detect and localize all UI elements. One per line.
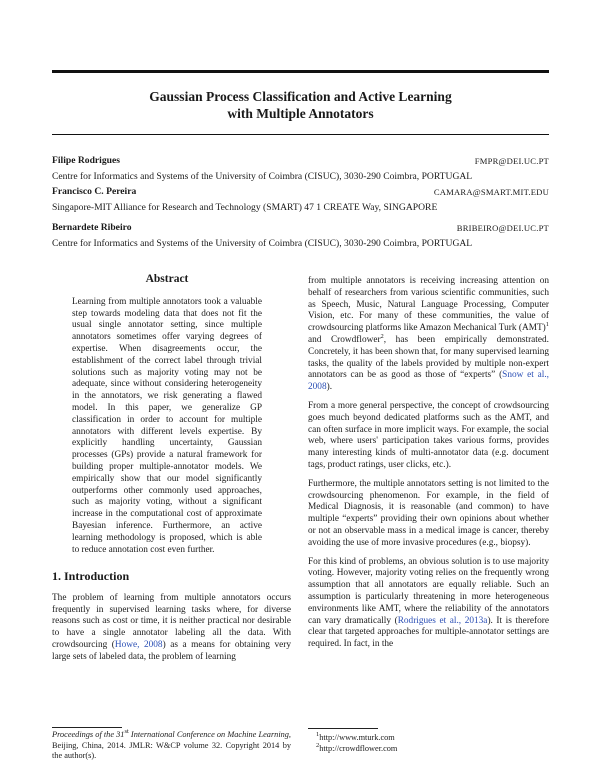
section-heading: 1. Introduction [52,569,130,583]
footnote-url[interactable]: http://crowdflower.com [319,744,398,753]
proceedings-italic: International Conference on Machine Learning [128,730,289,739]
footnote-number: 2 [316,742,320,750]
author-email: CAMARA@SMART.MIT.EDU [433,187,549,197]
footnote-rule [52,727,122,728]
paragraph: Furthermore, the multiple annotators setting is not limited to the crowdsourcing phenomenon. For example, in the field of Medical Diagnosis, it is reasonable (and common) to have multiple “experts” providing their own opinions about whether or not an observable mass in a medical image is cancer, thereby avoiding the use of more invasive procedures (e.g., biopsy). [308,478,549,548]
author-name: Bernardete Ribeiro [52,222,132,233]
citation-link[interactable]: Rodrigues et al., 2013a [397,615,488,626]
footnote-rule [308,728,378,729]
proceedings-details: , Beijing, China, 2014. JMLR: W&CP volume 32. Copyright 2014 by the author(s). [52,730,291,760]
text-run: from multiple annotators is receiving increasing attention on behalf of researchers from various scientific communities, such as Speech, Music, Natural Language Processing, Computer Vision, etc. For many of these communities, the value of crowdsourcing platforms like Amazon Mechanical Turk (AMT) [308,276,549,334]
footnote-mark[interactable]: 2 [380,332,384,340]
author-name: Filipe Rodrigues [52,155,120,166]
author-email: FMPR@DEI.UC.PT [474,156,549,166]
text-run: , has been empirically demonstrated. Concretely, it has been shown that, for many supervised learning tasks, the quality of the labels provided by multiple non-expert annotators can be as good as those of “experts” ( [308,334,549,381]
title-rule-bottom [52,134,549,135]
proceedings-italic: Proceedings of the 31 [52,730,125,739]
footnotes [316,732,546,754]
author-block-2 [52,186,549,214]
footnote-number: 1 [316,731,320,739]
text-run: The problem of learning from multiple annotators occurs frequently in supervised learning tasks where, for diverse reasons such as cost or time, it is neither practical nor desirable to have a single annotator labeling all the data. With crowdsourcing ( [52,592,291,650]
title-line-1: Gaussian Process Classification and Active Learning [149,89,452,104]
abstract-heading: Abstract [145,273,189,285]
citation-link[interactable]: Howe, 2008 [114,639,163,650]
paragraph [52,593,291,664]
text-run: ) as a means for obtaining very large sets of labeled data, the problem of learning [52,639,292,662]
citation-link[interactable]: Snow et al., 2008 [308,370,550,393]
author-affiliation: Centre for Informatics and Systems of the University of Coimbra (CISUC), 3030-290 Coimbra, PORTUGAL [52,171,473,182]
footnote [316,732,546,743]
text-run: ). It is therefore clear that targeted approaches for multiple-annotator settings are required. In fact, in the [308,615,550,650]
proceedings-note [52,730,291,762]
paper-title [52,88,549,122]
text-run: For this kind of problems, an obvious solution is to use majority voting. However, majority voting relies on the frequently wrong assumption that all annotators are equally reliable. Such an assumption is particularly threatening in more heterogeneous environments like AMT, where the reliability of the annotators can vary dramatically ( [308,556,549,626]
author-affiliation: Centre for Informatics and Systems of the University of Coimbra (CISUC), 3030-290 Coimbra, PORTUGAL [52,238,473,249]
paragraph [308,557,549,651]
paragraph [308,276,549,394]
ordinal-suffix: st [124,728,129,736]
introduction-section [52,571,291,664]
title-line-2: with Multiple Annotators [227,106,374,121]
text-run: and Crowdflower [308,334,381,345]
abstract-section [72,274,262,556]
author-name: Francisco C. Pereira [52,186,137,197]
paragraph: From a more general perspective, the concept of crowdsourcing goes much beyond dedicated platforms such as the AMT, and can often surface in more implicit ways. For example, the social web, where users' participation takes various forms, provides many interesting kinds of multi-annotator data (e.g. document tags, product ratings, user clicks, etc.). [308,400,549,470]
footnote-url[interactable]: http://www.mturk.com [319,733,395,742]
text-run: ). [326,382,333,393]
author-affiliation: Singapore-MIT Alliance for Research and Technology (SMART) 47 1 CREATE Way, SINGAPORE [52,202,438,213]
author-block-3 [52,222,549,250]
author-email: BRIBEIRO@DEI.UC.PT [456,223,549,233]
abstract-text: Learning from multiple annotators took a valuable step towards modeling data that does not fit the usual single annotator setting, since multiple annotators sometimes offer varying degrees of expertise. When disagreements occur, the establishment of the correct label through trivial solutions such as majority voting may not be adequate, since without considering heterogeneity in the annotators, we risk generating a flawed model. In this paper, we generalize GP classification in order to account for multiple annotators with different levels expertise. By explicitly handling uncertainty, Gaussian processes (GPs) provide a natural framework for building proper multiple-annotator models. We empirically show that our model significantly outperforms other commonly used approaches, such as majority voting, without a significant increase in the computational cost of approximate Bayesian inference. Furthermore, an active learning methodology is proposed, which is able to reduce annotation cost even further. [72,296,262,555]
right-column [308,276,549,658]
footnote [316,743,546,754]
author-block-1 [52,155,549,183]
footnote-mark[interactable]: 1 [545,321,549,329]
title-rule-top [52,70,549,73]
